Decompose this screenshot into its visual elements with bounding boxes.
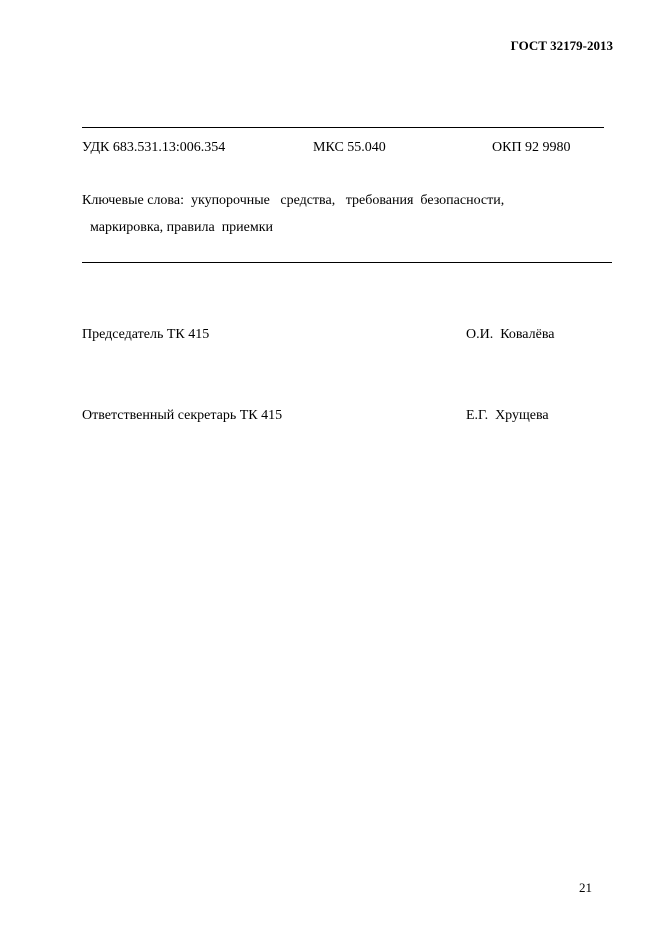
keywords-line-2: маркировка, правила приемки (90, 220, 274, 235)
udk-code: УДК 683.531.13:006.354 (82, 140, 226, 155)
standard-number: ГОСТ 32179-2013 (510, 38, 613, 53)
top-divider (82, 127, 604, 128)
secretary-name: Е.Г. Хрущева (466, 408, 549, 423)
bottom-divider (82, 262, 612, 263)
chairman-name: О.И. Ковалёва (466, 327, 555, 342)
keywords-line-1: Ключевые слова: укупорочные средства, требования безопасности, (82, 193, 505, 208)
okp-code: ОКП 92 9980 (492, 140, 571, 155)
page-number: 21 (579, 880, 592, 895)
chairman-title: Председатель ТК 415 (82, 327, 210, 342)
mks-code: МКС 55.040 (313, 140, 386, 155)
secretary-title: Ответственный секретарь ТК 415 (82, 408, 283, 423)
